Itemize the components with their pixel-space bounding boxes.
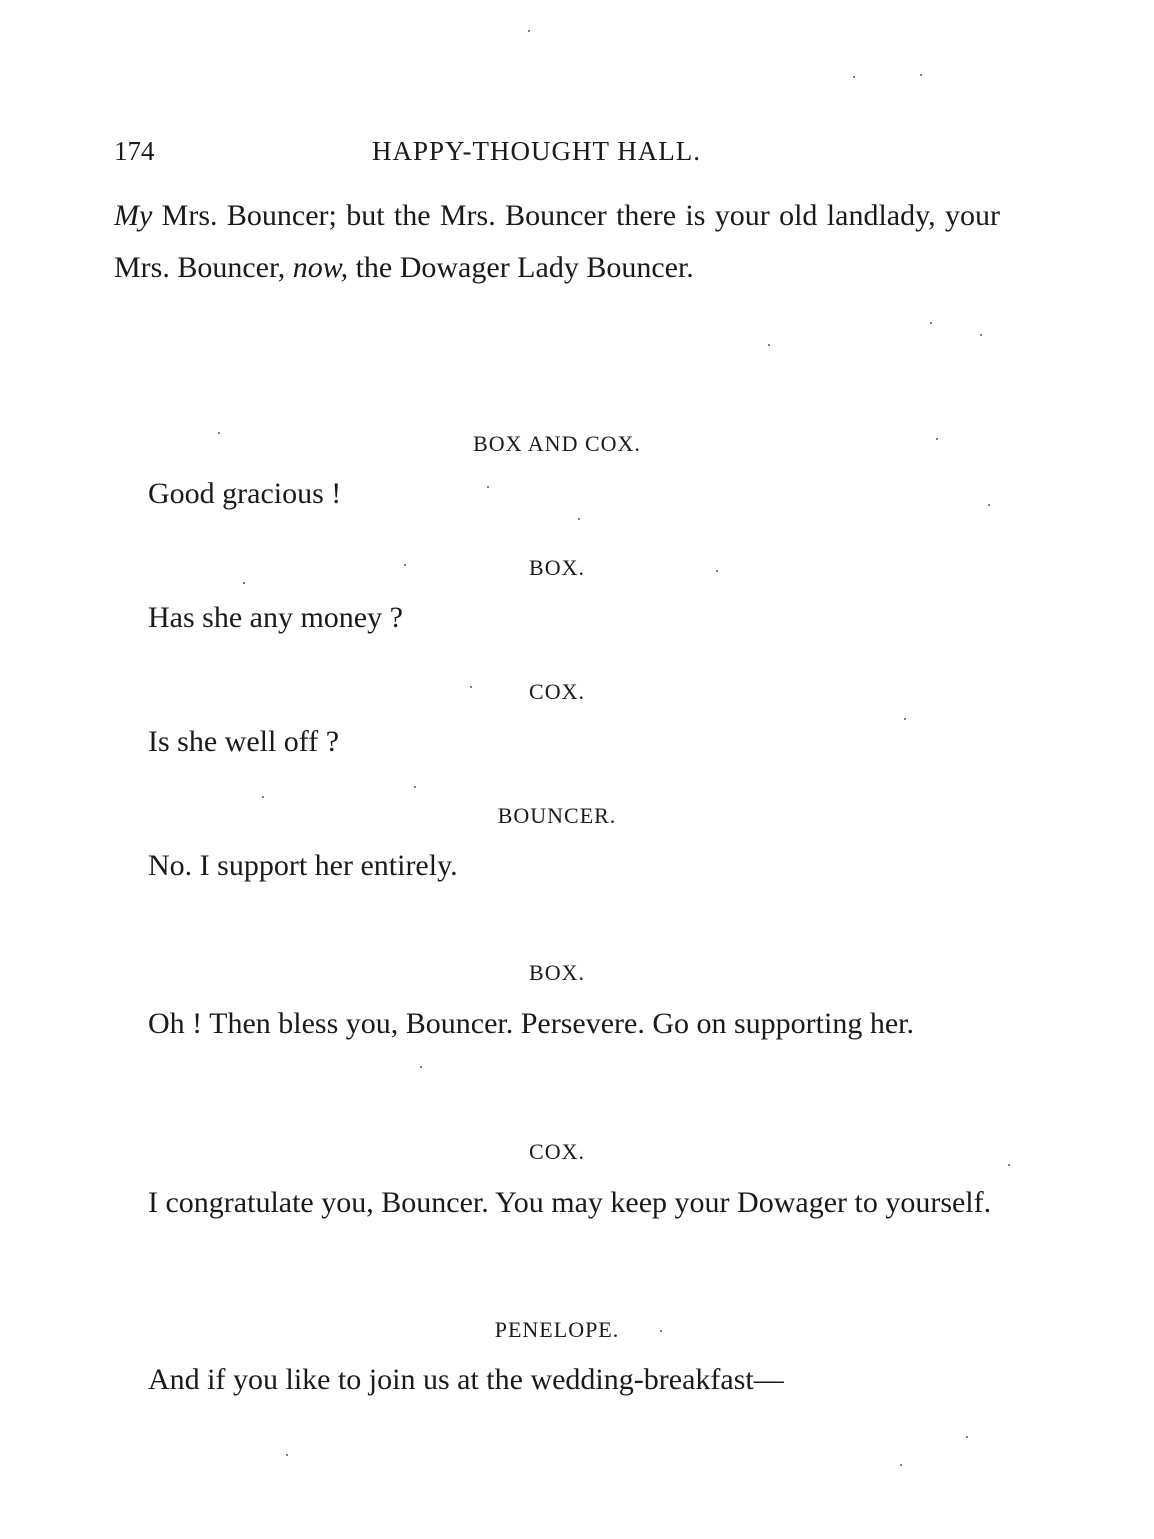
- speaker-label: PENELOPE.: [494, 1317, 620, 1342]
- scan-speck: [920, 74, 922, 76]
- opening-paragraph: [114, 190, 1000, 294]
- dialogue-line: Has she any money ?: [148, 601, 403, 634]
- speaker-label: BOUNCER.: [497, 803, 617, 828]
- scan-speck: [528, 30, 530, 32]
- opening-text-1: Mrs. Bouncer; but the Mrs. Bouncer there is your old landlady, your Mrs. Bouncer,: [114, 199, 1000, 284]
- scan-speck: [716, 570, 718, 572]
- scan-speck: [404, 564, 406, 566]
- speaker-label: BOX AND COX.: [473, 431, 641, 456]
- opening-text-2: the Dowager Lady Bouncer.: [348, 251, 694, 284]
- dialogue-line: Is she well off ?: [148, 725, 340, 758]
- scan-speck: [578, 518, 580, 520]
- page-header: [114, 136, 1000, 172]
- scan-speck: [930, 322, 932, 324]
- speaker-label: COX.: [529, 679, 585, 704]
- scan-speck: [1008, 1164, 1010, 1166]
- scan-speck: [286, 1454, 288, 1456]
- scan-speck: [420, 1066, 422, 1068]
- dialogue-line: And if you like to join us at the wedding-breakfast—: [148, 1363, 784, 1396]
- dialogue-line: Good gracious !: [148, 477, 342, 510]
- emphasis-now: now,: [292, 251, 349, 284]
- dialogue-line: No. I support her entirely.: [148, 849, 458, 882]
- scan-speck: [660, 1330, 662, 1332]
- scan-speck: [936, 438, 938, 440]
- scan-speck: [414, 786, 416, 788]
- scan-speck: [470, 686, 472, 688]
- scan-speck: [853, 76, 855, 78]
- dialogue-line: Oh ! Then bless you, Bouncer. Persevere. Go on supporting her.: [148, 1007, 914, 1040]
- emphasis-my: My: [114, 199, 153, 232]
- scan-speck: [218, 432, 220, 434]
- speaker-label: BOX.: [529, 960, 585, 985]
- scan-speck: [768, 344, 770, 346]
- scan-speck: [904, 718, 906, 720]
- speaker-label: COX.: [529, 1139, 585, 1164]
- scan-speck: [980, 334, 982, 336]
- dialogue-line: I congratulate you, Bouncer. You may keep your Dowager to yourself.: [148, 1186, 992, 1219]
- page-number: 174: [114, 136, 155, 166]
- scan-speck: [966, 1436, 968, 1438]
- running-title: HAPPY-THOUGHT HALL.: [372, 136, 701, 166]
- scan-speck: [900, 1464, 902, 1466]
- scan-speck: [988, 504, 990, 506]
- scan-speck: [243, 582, 245, 584]
- scan-speck: [262, 796, 264, 798]
- scan-speck: [487, 486, 489, 488]
- speaker-label: BOX.: [529, 555, 585, 580]
